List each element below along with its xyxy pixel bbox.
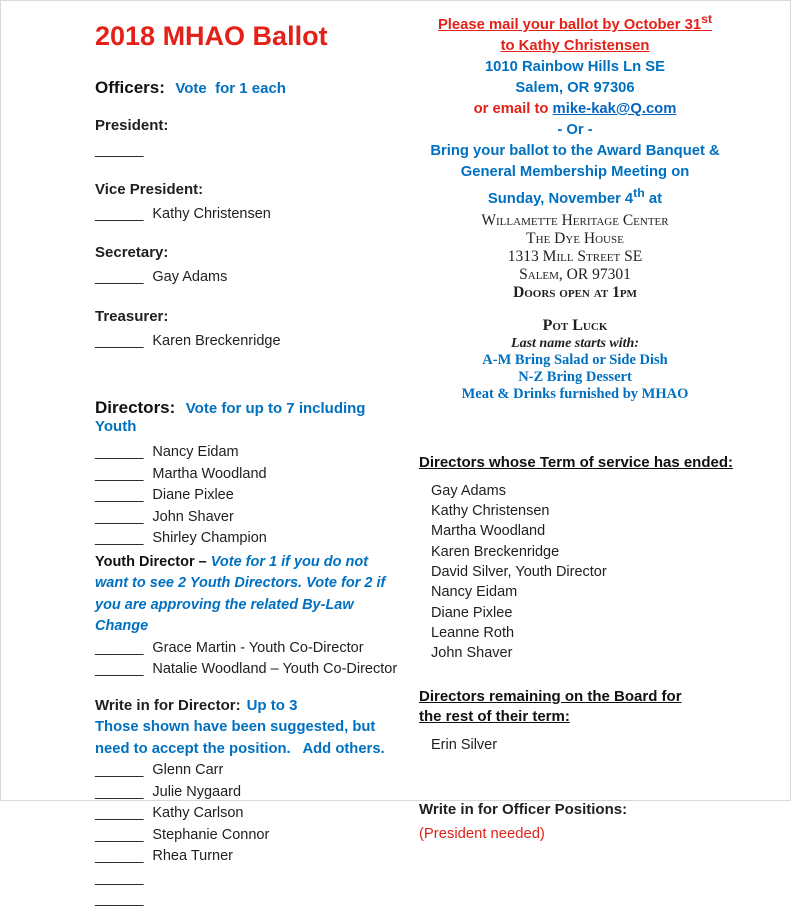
director-name: Karen Breckenridge — [431, 543, 560, 560]
banquet-line1: Bring your ballot to the Award Banquet & — [430, 142, 720, 159]
officer-write-in-note: (President needed) — [419, 826, 545, 843]
vote-blank: ______ — [95, 639, 144, 656]
vote-blank: ______ — [95, 805, 144, 821]
candidate-name: Kathy Christensen — [152, 205, 271, 222]
potluck-line1: A-M Bring Salad or Side Dish — [482, 351, 668, 368]
mail-deadline-superscript: st — [701, 12, 713, 26]
candidate-name: Diane Pixlee — [152, 487, 234, 503]
candidate-name: Stephanie Connor — [152, 826, 270, 843]
potluck-line3: Meat & Drinks furnished by MHAO — [461, 385, 689, 402]
candidate-line — [95, 760, 397, 782]
director-name: Erin Silver — [431, 736, 498, 753]
director-name: Leanne Roth — [431, 624, 515, 641]
mail-address-line2: Salem, OR 97306 — [515, 79, 635, 96]
candidate-name: Nancy Eidam — [152, 444, 239, 460]
candidate-name: Gay Adams — [152, 269, 228, 285]
venue-street: 1313 Mill Street SE — [507, 247, 643, 265]
remaining-heading-line2: the rest of their term: — [419, 707, 570, 725]
youth-director-block — [95, 552, 397, 638]
directors-heading: Directors: — [95, 398, 176, 417]
term-ended-heading: Directors whose Term of service has ended: — [419, 453, 733, 471]
venue-block — [405, 212, 745, 302]
officers-heading: Officers: — [95, 78, 165, 97]
remaining-list — [419, 735, 745, 755]
candidate-name: Karen Breckenridge — [152, 332, 281, 349]
mail-deadline-line — [405, 9, 745, 36]
director-name: David Silver, Youth Director — [431, 564, 607, 581]
vote-blank: ______ — [95, 465, 144, 482]
remaining-heading-line1: Directors remaining on the Board for — [419, 687, 682, 705]
candidate-name: Kathy Carlson — [152, 805, 244, 821]
banquet-line2: General Membership Meeting on — [460, 163, 690, 180]
director-name: John Shaver — [431, 645, 513, 662]
candidate-name: John Shaver — [152, 508, 234, 525]
candidate-line — [95, 464, 397, 486]
vote-blank: ______ — [95, 205, 144, 222]
position-label: Secretary: — [95, 244, 169, 261]
vote-blank: ______ — [95, 848, 144, 864]
candidate-line — [95, 782, 397, 804]
mailing-instructions — [405, 9, 745, 403]
candidate-line — [95, 803, 397, 825]
position-president — [95, 116, 397, 162]
potluck-line2: N-Z Bring Dessert — [518, 368, 632, 385]
term-ended-section — [405, 453, 745, 664]
position-treasurer — [95, 307, 397, 353]
candidate-line — [95, 638, 397, 660]
remaining-directors-section — [405, 687, 745, 755]
vote-blank: ______ — [95, 661, 144, 677]
position-secretary — [95, 243, 397, 289]
banquet-date-suffix: at — [644, 190, 663, 207]
vote-blank: ______ — [95, 869, 144, 886]
candidate-line — [95, 331, 397, 353]
officer-write-in-heading: Write in for Officer Positions: — [419, 800, 628, 818]
banquet-date-text: Sunday, November 4 — [487, 190, 634, 207]
candidate-name: Julie Nygaard — [152, 783, 242, 800]
vote-blank: ______ — [95, 783, 144, 800]
write-in-note: Those shown have been suggested, but need to accept the position. Add others. — [95, 719, 385, 757]
vote-blank: ______ — [95, 487, 144, 503]
candidate-line — [95, 507, 397, 529]
potluck-subtitle: Last name starts with: — [511, 335, 639, 351]
candidate-name: Glenn Carr — [152, 762, 224, 778]
ballot-column — [95, 13, 397, 911]
director-name: Nancy Eidam — [431, 584, 518, 601]
position-label: Vice President: — [95, 180, 204, 198]
directors-section — [95, 398, 397, 681]
youth-director-heading: Youth Director – — [95, 553, 211, 570]
candidate-name: Natalie Woodland – Youth Co-Director — [152, 661, 398, 677]
director-name: Diane Pixlee — [431, 604, 513, 621]
candidate-line — [95, 140, 397, 162]
potluck-block — [405, 317, 745, 403]
vote-blank: ______ — [95, 530, 144, 546]
candidate-name: Martha Woodland — [152, 465, 267, 482]
officers-heading-row — [95, 78, 397, 98]
write-in-limit: Up to 3 — [246, 696, 298, 714]
position-label: President: — [95, 117, 169, 134]
write-in-director-section — [95, 695, 397, 911]
vote-blank: ______ — [95, 142, 144, 158]
youth-director-instruction: Vote for 1 if you do not want to see 2 Youth Directors. Vote for 2 if you are approving the related By-Law Change — [95, 553, 386, 634]
directors-heading-row — [95, 398, 397, 436]
banquet-date-line — [405, 183, 745, 210]
vote-blank: ______ — [95, 332, 144, 349]
email-line — [405, 99, 745, 120]
email-prefix: or email to — [473, 100, 553, 117]
candidate-line — [95, 659, 397, 681]
potluck-title: Pot Luck — [542, 316, 608, 334]
officers-section — [95, 78, 397, 352]
officer-write-in-section — [405, 799, 745, 843]
or-divider: - Or - — [557, 121, 593, 138]
candidate-line — [95, 528, 397, 550]
write-in-heading-row — [95, 695, 397, 717]
write-in-blank-line — [95, 868, 397, 890]
director-name: Kathy Christensen — [431, 503, 550, 520]
venue-name: Willamette Heritage Center — [481, 211, 669, 229]
term-ended-list — [419, 481, 745, 664]
mail-to-line: to Kathy Christensen — [500, 37, 650, 54]
position-vice-president — [95, 180, 397, 226]
vote-blank: ______ — [95, 826, 144, 843]
directors-instruction: Vote for up to 7 including Youth — [95, 400, 370, 435]
mail-address-line1: 1010 Rainbow Hills Ln SE — [484, 58, 666, 75]
info-column — [405, 9, 745, 842]
page-title: 2018 MHAO Ballot — [95, 21, 328, 51]
candidate-line — [95, 442, 397, 464]
vote-blank: ______ — [95, 891, 144, 907]
banquet-date-superscript: th — [633, 185, 645, 200]
vote-blank: ______ — [95, 269, 144, 285]
officers-instruction: Vote for 1 each — [175, 80, 286, 97]
candidate-name: Rhea Turner — [152, 848, 233, 864]
vote-blank: ______ — [95, 762, 144, 778]
candidate-line — [95, 825, 397, 847]
position-label: Treasurer: — [95, 307, 169, 325]
doors-open-time: Doors open at 1pm — [513, 283, 637, 301]
write-in-blank-line — [95, 889, 397, 911]
candidate-name: Grace Martin - Youth Co-Director — [152, 639, 364, 656]
candidate-name: Shirley Champion — [152, 530, 267, 546]
candidate-line — [95, 267, 397, 289]
venue-city: Salem, OR 97301 — [519, 265, 631, 283]
director-name: Gay Adams — [431, 482, 506, 499]
director-name: Martha Woodland — [431, 523, 546, 540]
candidate-line — [95, 204, 397, 226]
candidate-line — [95, 485, 397, 507]
venue-building: The Dye House — [526, 229, 624, 247]
vote-blank: ______ — [95, 444, 144, 460]
write-in-heading: Write in for Director: — [95, 696, 241, 714]
candidate-line — [95, 846, 397, 868]
vote-blank: ______ — [95, 508, 144, 525]
email-link[interactable]: mike-kak@Q.com — [552, 100, 677, 117]
mail-deadline-text: Please mail your ballot by October 31 — [437, 16, 702, 33]
